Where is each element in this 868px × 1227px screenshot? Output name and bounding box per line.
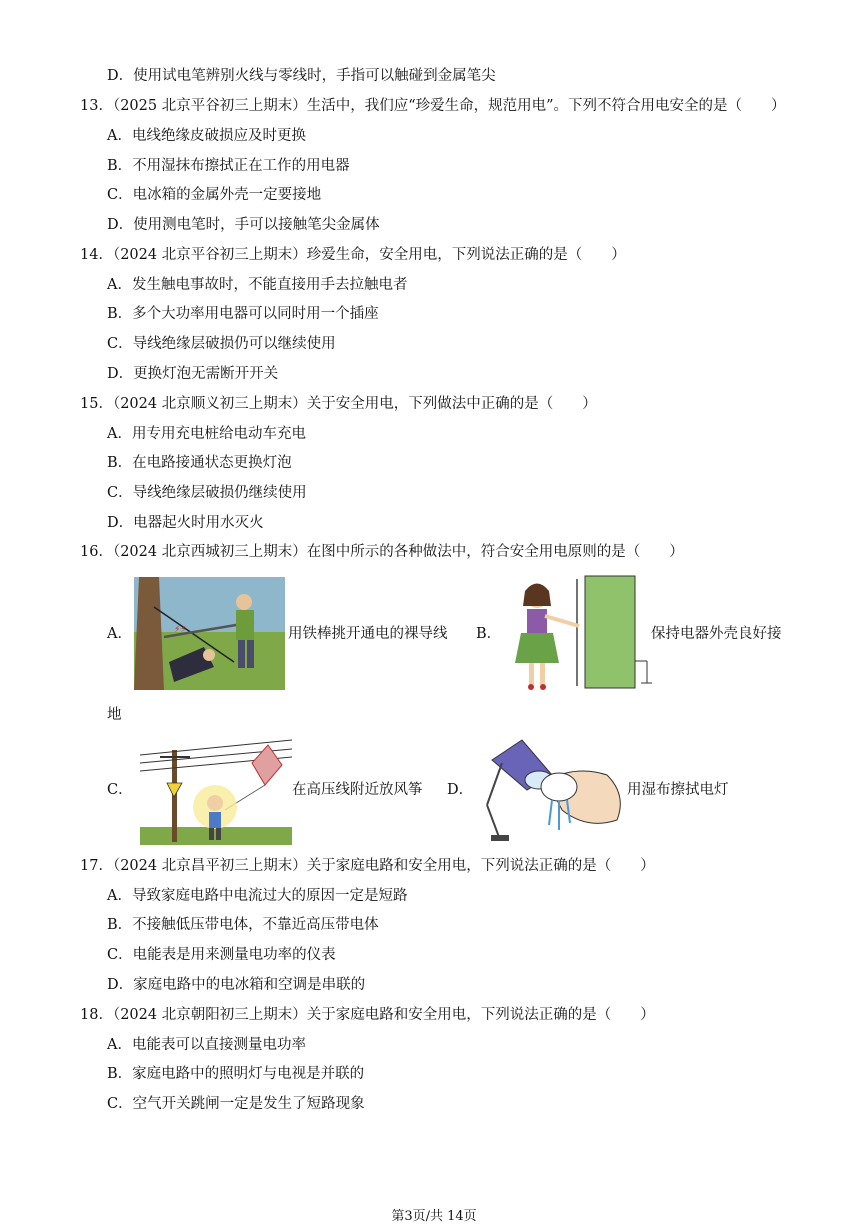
q12-option-d: D．使用试电笔辨别火线与零线时，手指可以触碰到金属笔尖	[107, 68, 496, 84]
q18-option-c: C．空气开关跳闸一定是发生了短路现象	[107, 1096, 365, 1112]
q16-option-a-letter: A．	[107, 626, 132, 642]
q17-option-a: A．导致家庭电路中电流过大的原因一定是短路	[107, 888, 408, 904]
q17-option-d: D．家庭电路中的电冰箱和空调是串联的	[107, 977, 366, 993]
q15-option-c: C．导线绝缘层破损仍继续使用	[107, 485, 307, 501]
q16-option-b-letter: B．	[476, 626, 502, 642]
q16-option-a-text: 用铁棒挑开通电的裸导线	[288, 626, 448, 642]
q16-option-d-text: 用湿布擦拭电灯	[627, 782, 729, 798]
q15-option-b: B．在电路接通状态更换灯泡	[107, 455, 292, 471]
q16-option-c-letter: C．	[107, 782, 133, 798]
q14-option-b: B．多个大功率用电器可以同时用一个插座	[107, 306, 379, 322]
q17-option-b: B．不接触低压带电体，不靠近高压带电体	[107, 917, 379, 933]
q16-option-b-wrap: 地	[107, 707, 122, 723]
q14-option-c: C．导线绝缘层破损仍可以继续使用	[107, 336, 336, 352]
q16-option-d-letter: D．	[447, 782, 474, 798]
q16-option-b-text: 保持电器外壳良好接	[651, 626, 782, 642]
q13-option-c: C．电冰箱的金属外壳一定要接地	[107, 187, 322, 203]
kite-near-powerline-illustration	[140, 735, 292, 845]
q14-option-a: A．发生触电事故时，不能直接用手去拉触电者	[107, 277, 408, 293]
iron-rod-illustration	[134, 577, 285, 690]
q13-option-b: B．不用湿抹布擦拭正在工作的用电器	[107, 158, 350, 174]
q16-option-c-text: 在高压线附近放风筝	[292, 782, 423, 798]
q13-option-a: A．电线绝缘皮破损应及时更换	[107, 128, 306, 144]
q13-option-d: D．使用测电笔时，手可以接触笔尖金属体	[107, 217, 380, 233]
q15-stem: 15．（2024 北京顺义初三上期末）关于安全用电，下列做法中正确的是（ ）	[80, 396, 597, 412]
q18-option-a: A．电能表可以直接测量电功率	[107, 1037, 306, 1053]
q14-stem: 14．（2024 北京平谷初三上期末）珍爱生命，安全用电，下列说法正确的是（ ）	[80, 247, 626, 263]
wet-cloth-lamp-illustration	[477, 735, 627, 845]
grounded-appliance-illustration	[507, 571, 652, 694]
page-number-footer: 第3页/共 14页	[391, 1209, 477, 1224]
q13-stem: 13．（2025 北京平谷初三上期末）生活中，我们应“珍爱生命，规范用电”。下列不符合用电安全的是（ ）	[80, 98, 786, 114]
svg-text:⚡⚡: ⚡⚡	[174, 625, 187, 635]
q18-option-b: B．家庭电路中的照明灯与电视是并联的	[107, 1066, 365, 1082]
q18-stem: 18．（2024 北京朝阳初三上期末）关于家庭电路和安全用电，下列说法正确的是（ ）	[80, 1007, 655, 1023]
q16-stem: 16．（2024 北京西城初三上期末）在图中所示的各种做法中，符合安全用电原则的是（ ）	[80, 544, 684, 560]
q14-option-d: D．更换灯泡无需断开开关	[107, 366, 279, 382]
q17-option-c: C．电能表是用来测量电功率的仪表	[107, 947, 336, 963]
q15-option-d: D．电器起火时用水灭火	[107, 515, 264, 531]
q17-stem: 17．（2024 北京昌平初三上期末）关于家庭电路和安全用电，下列说法正确的是（ ）	[80, 858, 655, 874]
q15-option-a: A．用专用充电桩给电动车充电	[107, 426, 306, 442]
